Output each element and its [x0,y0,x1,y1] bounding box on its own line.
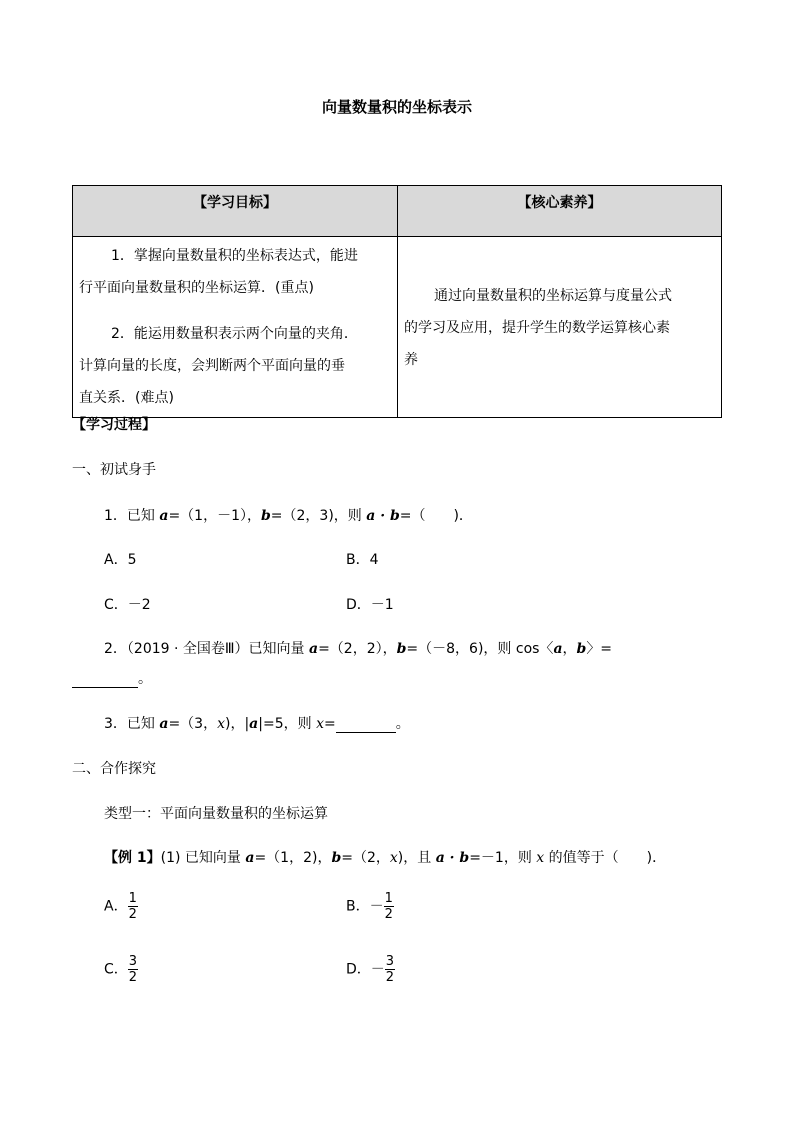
core-literacy-cell [398,237,722,418]
literacy-line: 通过向量数量积的坐标运算与度量公式 [434,288,672,304]
goal-line: 直关系．(难点) [79,390,174,406]
type1-heading: 类型一：平面向量数量积的坐标运算 [104,806,328,822]
ex1-option-d: D．－ $\frac{3}{2}$ [346,954,395,985]
page-title: 向量数量积的坐标表示 [321,98,472,116]
q1-option-d: D．－1 [346,597,394,613]
question-3: 3．已知 a=（3，x)，|a|=5，则 x= 。 [104,716,410,732]
q2-answer-line: 。 [72,668,152,688]
q1-option-b: B．4 [346,552,379,568]
goals-header-left: 【学习目标】 [73,186,398,237]
goal-line: 行平面向量数量积的坐标运算．(重点) [79,280,314,296]
process-heading: 【学习过程】 [72,417,156,433]
question-1: 1．已知 a=（1，－1），b=（2，3)，则 a · b=（ )． [104,508,473,524]
answer-blank[interactable] [72,673,138,688]
ex1-option-b: B．－ $\frac{1}{2}$ [346,891,393,922]
goal-line: 计算向量的长度，会判断两个平面向量的垂 [79,358,345,374]
learning-goals-cell [73,237,398,418]
goals-header-right: 【核心素养】 [398,186,722,237]
example-1: 【例 1】(1) 已知向量 a=（1，2)，b=（2，x)，且 a · b=－1，则 x 的值等于（ )． [104,850,667,866]
goal-line: 1．掌握向量数量积的坐标表达式，能进 [111,248,358,264]
q1-option-a: A．5 [104,552,137,568]
q1-option-c: C．－2 [104,597,151,613]
part1-heading: 一、初试身手 [72,462,156,478]
ex1-option-a: A． $\frac{1}{2}$ [104,891,137,922]
part2-heading: 二、合作探究 [72,761,156,777]
goals-table [72,185,722,418]
answer-blank[interactable] [336,718,396,733]
question-2: 2．（2019 · 全国卷Ⅲ）已知向量 a=（2，2），b=（－8，6)，则 cos〈a，b〉= [104,641,613,657]
literacy-line: 的学习及应用，提升学生的数学运算核心素 [404,320,670,336]
goal-line: 2．能运用数量积表示两个向量的夹角． [111,326,358,342]
ex1-option-c: C． $\frac{3}{2}$ [104,954,138,985]
literacy-line: 养 [404,352,418,368]
